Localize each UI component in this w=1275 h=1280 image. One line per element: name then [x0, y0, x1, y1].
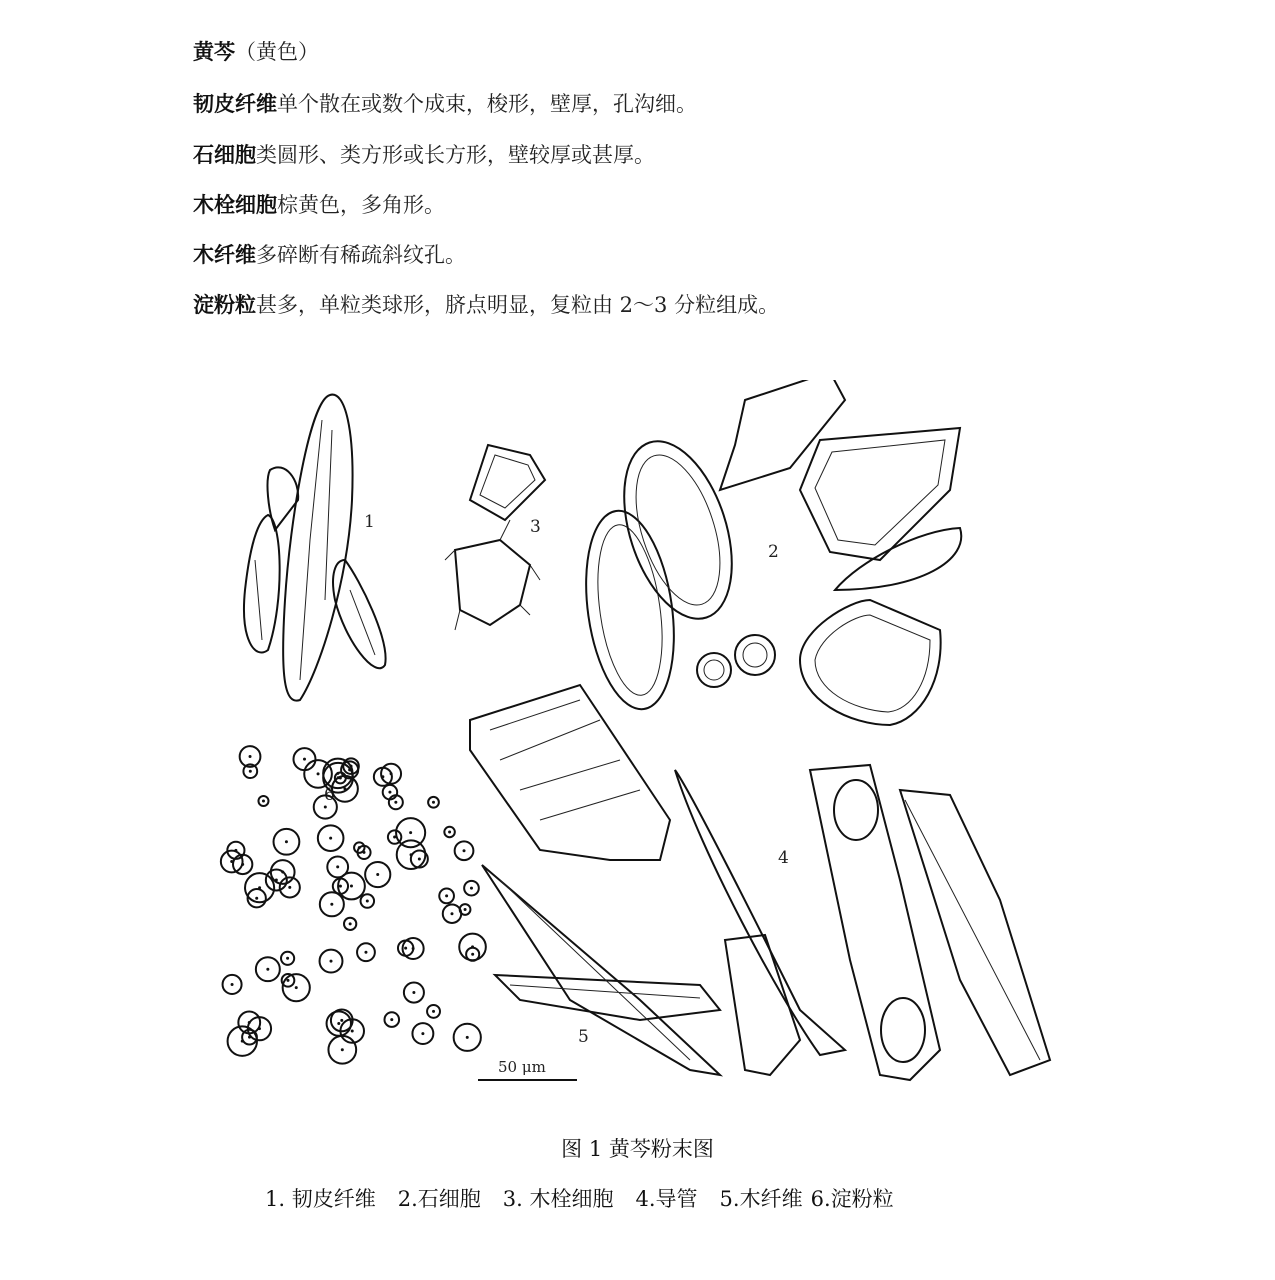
- heading-note: （黄色）: [235, 40, 319, 64]
- starch-hilum: [421, 1032, 424, 1035]
- scale-bar: [478, 1058, 577, 1080]
- starch-hilum: [286, 957, 289, 960]
- starch-hilum: [231, 983, 234, 986]
- legend-item: 3. 木栓细胞: [502, 1187, 614, 1211]
- item-phloem-fiber: [193, 90, 697, 118]
- starch-hilum: [432, 1010, 435, 1013]
- figure-legend: [265, 1183, 916, 1213]
- starch-hilum: [463, 849, 466, 852]
- starch-hilum: [349, 922, 352, 925]
- item-starch-grain: [193, 291, 779, 319]
- item-desc: 甚多，单粒类球形，脐点明显，复粒由 2～3 分粒组成。: [256, 293, 780, 317]
- starch-hilum: [258, 1027, 261, 1030]
- cork-cells: [445, 445, 545, 630]
- starch-hilum: [348, 768, 351, 771]
- item-desc: 多碎断有稀疏斜纹孔。: [256, 243, 466, 267]
- starch-hilum: [390, 1018, 393, 1021]
- starch-hilum: [337, 1022, 340, 1025]
- starch-hilum: [266, 968, 269, 971]
- starch-hilum: [466, 1036, 469, 1039]
- starch-hilum: [432, 801, 435, 804]
- legend-item: 2.石细胞: [397, 1187, 481, 1211]
- item-wood-fiber: [193, 241, 466, 269]
- starch-hilum: [295, 986, 298, 989]
- item-cork-cell: [193, 191, 445, 219]
- starch-hilum: [339, 885, 342, 888]
- starch-hilum: [249, 770, 252, 773]
- scale-bar-label: 50 μm: [498, 1058, 546, 1076]
- starch-hilum: [324, 806, 327, 809]
- item-stone-cell: [193, 141, 655, 169]
- starch-hilum: [336, 865, 339, 868]
- starch-hilum: [330, 903, 333, 906]
- item-term: 石细胞: [193, 143, 256, 167]
- starch-hilum: [329, 837, 332, 840]
- label-2: 2: [768, 542, 779, 562]
- item-term: 淀粉粒: [193, 293, 256, 317]
- starch-hilum: [340, 1019, 343, 1022]
- starch-hilum: [262, 800, 265, 803]
- legend-item: 6.淀粉粒: [810, 1187, 894, 1211]
- item-desc: 类圆形、类方形或长方形，壁较厚或甚厚。: [256, 143, 655, 167]
- starch-hilum: [410, 853, 413, 856]
- starch-hilum: [464, 908, 467, 911]
- starch-hilum: [470, 887, 473, 890]
- starch-hilum: [241, 863, 244, 866]
- item-term: 木栓细胞: [193, 193, 277, 217]
- starch-hilum: [366, 900, 369, 903]
- starch-hilum: [350, 885, 353, 888]
- starch-hilum: [255, 897, 258, 900]
- item-desc: 棕黄色，多角形。: [277, 193, 445, 217]
- starch-hilum: [471, 953, 474, 956]
- starch-hilum: [376, 873, 379, 876]
- starch-hilum: [336, 772, 339, 775]
- legend-item: 5.木纤维: [719, 1187, 803, 1211]
- stone-cells: [574, 380, 961, 725]
- starch-hilum: [303, 758, 306, 761]
- starch-hilum: [358, 846, 361, 849]
- legend-item: 1. 韧皮纤维: [265, 1187, 376, 1211]
- starch-hilum: [450, 912, 453, 915]
- starch-hilum: [381, 775, 384, 778]
- item-term: 韧皮纤维: [193, 92, 277, 116]
- starch-hilum: [285, 840, 288, 843]
- starch-hilum: [249, 755, 252, 758]
- starch-hilum: [388, 791, 391, 794]
- starch-hilum: [341, 1048, 344, 1051]
- starch-hilum: [281, 871, 284, 874]
- starch-hilum: [448, 830, 451, 833]
- powder-illustration: [200, 380, 1080, 1100]
- item-term: 木纤维: [193, 243, 256, 267]
- label-4: 4: [778, 848, 789, 868]
- heading-line: [193, 38, 319, 66]
- starch-hilum: [364, 951, 367, 954]
- starch-hilum: [418, 858, 421, 861]
- starch-hilum: [317, 772, 320, 775]
- phloem-fibers: [244, 395, 386, 701]
- starch-hilum: [351, 1029, 354, 1032]
- label-3: 3: [530, 517, 541, 537]
- vessels: [470, 685, 1050, 1080]
- wood-fibers: [482, 865, 720, 1075]
- starch-hilum: [394, 801, 397, 804]
- starch-hilum: [404, 947, 407, 950]
- label-1: 1: [364, 512, 375, 532]
- starch-hilum: [330, 960, 333, 963]
- starch-hilum: [288, 886, 291, 889]
- item-desc: 单个散在或数个成束，梭形，壁厚，孔沟细。: [277, 92, 697, 116]
- starch-hilum: [445, 894, 448, 897]
- label-5: 5: [578, 1027, 589, 1047]
- legend-item: 4.导管: [635, 1187, 698, 1211]
- label-6: 6: [324, 785, 335, 805]
- heading-title: 黄芩: [193, 40, 235, 64]
- starch-grains: [221, 746, 486, 1064]
- figure-caption: 图 1 黄芩粉末图: [561, 1137, 714, 1161]
- starch-hilum: [412, 991, 415, 994]
- starch-hilum: [409, 831, 412, 834]
- starch-hilum: [286, 979, 289, 982]
